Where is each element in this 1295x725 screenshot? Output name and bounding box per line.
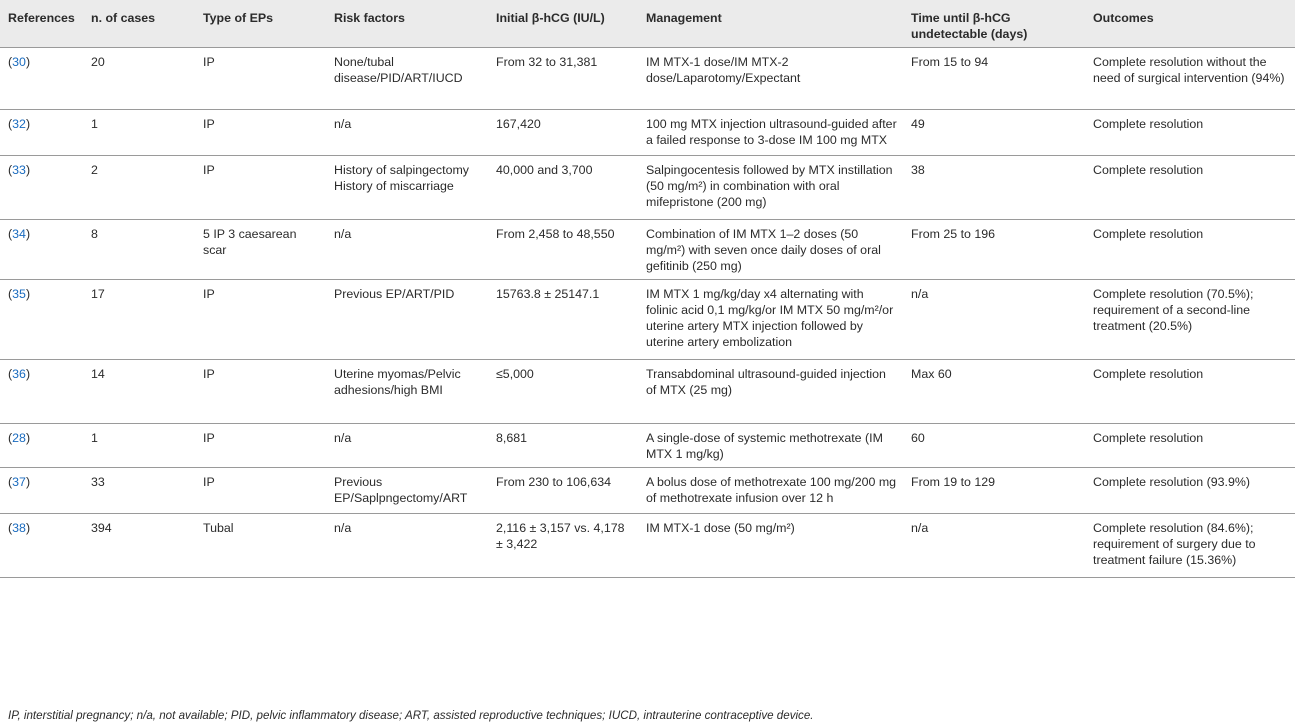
cell-reference: (33) (0, 156, 83, 220)
cell-reference: (38) (0, 514, 83, 578)
reference-link[interactable]: 36 (12, 367, 26, 381)
reference-link[interactable]: 38 (12, 521, 26, 535)
cell-type: IP (195, 280, 326, 360)
cell-time-undetectable: From 25 to 196 (903, 220, 1085, 280)
cell-cases: 14 (83, 360, 195, 424)
cell-initial-hcg: From 32 to 31,381 (488, 48, 638, 110)
cell-initial-hcg: 8,681 (488, 424, 638, 468)
header-references: References (0, 0, 83, 48)
cell-type: IP (195, 110, 326, 156)
table-row (0, 110, 1295, 156)
header-outcomes: Outcomes (1085, 0, 1295, 48)
cell-cases: 17 (83, 280, 195, 360)
cell-time-undetectable: From 15 to 94 (903, 48, 1085, 110)
cell-outcome: Complete resolution (1085, 156, 1295, 220)
cell-risk-factors: n/a (326, 220, 488, 280)
cell-outcome: Complete resolution (1085, 110, 1295, 156)
header-management: Management (638, 0, 903, 48)
table-row (0, 424, 1295, 468)
cell-reference: (36) (0, 360, 83, 424)
table-row (0, 514, 1295, 578)
reference-link[interactable]: 30 (12, 55, 26, 69)
cell-time-undetectable: 38 (903, 156, 1085, 220)
cell-risk-factors: Previous EP/Saplpngectomy/ART (326, 468, 488, 514)
cell-management: Combination of IM MTX 1–2 doses (50 mg/m²) with seven once daily doses of oral gefitinib (250 mg) (638, 220, 903, 280)
cell-initial-hcg: 40,000 and 3,700 (488, 156, 638, 220)
table-body (0, 48, 1295, 578)
cell-management: Transabdominal ultrasound-guided injection of MTX (25 mg) (638, 360, 903, 424)
header-row (0, 0, 1295, 48)
cell-type: 5 IP 3 caesarean scar (195, 220, 326, 280)
cell-type: IP (195, 424, 326, 468)
cell-management: A bolus dose of methotrexate 100 mg/200 mg of methotrexate infusion over 12 h (638, 468, 903, 514)
header-type: Type of EPs (195, 0, 326, 48)
cell-risk-factors: Uterine myomas/Pelvic adhesions/high BMI (326, 360, 488, 424)
table-row (0, 280, 1295, 360)
cell-management: A single-dose of systemic methotrexate (IM MTX 1 mg/kg) (638, 424, 903, 468)
table-row (0, 156, 1295, 220)
cell-cases: 2 (83, 156, 195, 220)
table-footnote: IP, interstitial pregnancy; n/a, not available; PID, pelvic inflammatory disease; ART, assisted reproductive techniques; IUCD, intrauterine contraceptive device. (8, 709, 814, 722)
table-row (0, 360, 1295, 424)
header-time-undetectable: Time until β-hCG undetectable (days) (903, 0, 1085, 48)
cell-reference: (35) (0, 280, 83, 360)
cell-management: IM MTX-1 dose/IM MTX-2 dose/Laparotomy/Expectant (638, 48, 903, 110)
cell-initial-hcg: From 2,458 to 48,550 (488, 220, 638, 280)
cell-time-undetectable: 49 (903, 110, 1085, 156)
cell-outcome: Complete resolution (1085, 220, 1295, 280)
cell-management: 100 mg MTX injection ultrasound-guided after a failed response to 3-dose IM 100 mg MTX (638, 110, 903, 156)
cell-time-undetectable: 60 (903, 424, 1085, 468)
cell-risk-factors: Previous EP/ART/PID (326, 280, 488, 360)
cell-management: IM MTX-1 dose (50 mg/m²) (638, 514, 903, 578)
cell-risk-factors: History of salpingectomy History of miscarriage (326, 156, 488, 220)
cell-type: IP (195, 156, 326, 220)
cell-cases: 1 (83, 424, 195, 468)
cell-time-undetectable: n/a (903, 280, 1085, 360)
cell-outcome: Complete resolution (93.9%) (1085, 468, 1295, 514)
cell-management: IM MTX 1 mg/kg/day x4 alternating with folinic acid 0,1 mg/kg/or IM MTX 50 mg/m²/or uterine artery MTX injection followed by uterine artery embolization (638, 280, 903, 360)
cell-initial-hcg: 15763.8 ± 25147.1 (488, 280, 638, 360)
cell-type: Tubal (195, 514, 326, 578)
header-initial-hcg: Initial β-hCG (IU/L) (488, 0, 638, 48)
reference-link[interactable]: 33 (12, 163, 26, 177)
cell-type: IP (195, 48, 326, 110)
cell-cases: 33 (83, 468, 195, 514)
table-row (0, 48, 1295, 110)
cell-cases: 394 (83, 514, 195, 578)
cell-reference: (34) (0, 220, 83, 280)
cell-type: IP (195, 360, 326, 424)
cell-time-undetectable: From 19 to 129 (903, 468, 1085, 514)
cell-initial-hcg: From 230 to 106,634 (488, 468, 638, 514)
header-cases: n. of cases (83, 0, 195, 48)
cell-outcome: Complete resolution (1085, 424, 1295, 468)
cell-cases: 1 (83, 110, 195, 156)
cell-time-undetectable: n/a (903, 514, 1085, 578)
cell-outcome: Complete resolution without the need of surgical intervention (94%) (1085, 48, 1295, 110)
cell-time-undetectable: Max 60 (903, 360, 1085, 424)
reference-link[interactable]: 37 (12, 475, 26, 489)
table-row (0, 468, 1295, 514)
cell-reference: (28) (0, 424, 83, 468)
cell-initial-hcg: ≤5,000 (488, 360, 638, 424)
reference-link[interactable]: 28 (12, 431, 26, 445)
cell-cases: 8 (83, 220, 195, 280)
cell-outcome: Complete resolution (1085, 360, 1295, 424)
cell-management: Salpingocentesis followed by MTX instillation (50 mg/m²) in combination with oral mifepristone (200 mg) (638, 156, 903, 220)
cell-risk-factors: n/a (326, 110, 488, 156)
cell-risk-factors: n/a (326, 424, 488, 468)
cell-outcome: Complete resolution (70.5%); requirement of a second-line treatment (20.5%) (1085, 280, 1295, 360)
cell-reference: (37) (0, 468, 83, 514)
cell-type: IP (195, 468, 326, 514)
header-risk-factors: Risk factors (326, 0, 488, 48)
reference-link[interactable]: 35 (12, 287, 26, 301)
cell-cases: 20 (83, 48, 195, 110)
reference-link[interactable]: 32 (12, 117, 26, 131)
table-header (0, 0, 1295, 48)
cell-reference: (32) (0, 110, 83, 156)
cell-outcome: Complete resolution (84.6%); requirement of surgery due to treatment failure (15.36%) (1085, 514, 1295, 578)
cell-initial-hcg: 2,116 ± 3,157 vs. 4,178 ± 3,422 (488, 514, 638, 578)
cell-risk-factors: None/tubal disease/PID/ART/IUCD (326, 48, 488, 110)
reference-link[interactable]: 34 (12, 227, 26, 241)
cell-reference: (30) (0, 48, 83, 110)
cell-risk-factors: n/a (326, 514, 488, 578)
cell-initial-hcg: 167,420 (488, 110, 638, 156)
table-row (0, 220, 1295, 280)
